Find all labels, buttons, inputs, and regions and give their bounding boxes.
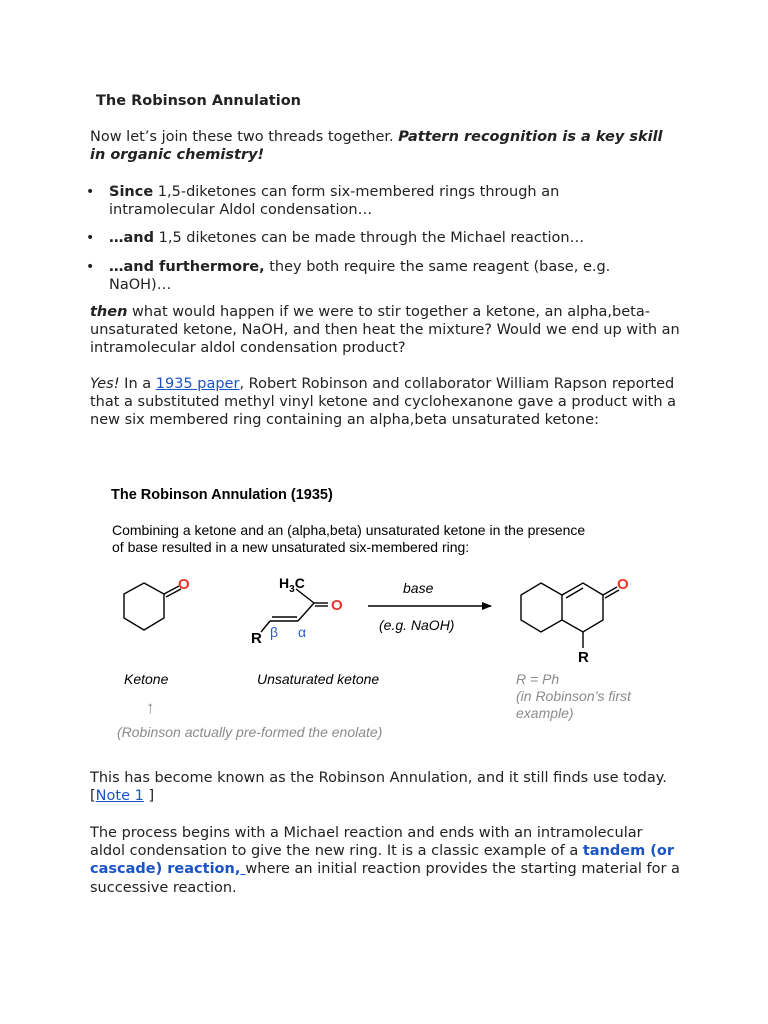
cyclohexanone-structure [124,583,181,630]
reaction-scheme [100,478,690,748]
bullet-text: they both require the same reagent (base, e.g. NaOH)… [109,258,611,293]
bullet-lead: …and [109,230,154,247]
intro-emphasis: Pattern recognition is a key skill in organic chemistry! [90,129,663,164]
product-structure [521,583,619,648]
figure-caption-line1: Combining a ketone and an (alpha,beta) unsaturated ketone in the presence [112,522,586,538]
alpha-label: α [298,624,307,640]
naming-text: This has become known as the Robinson Annulation, and it still finds use today. [ [90,770,667,805]
process-paragraph [90,824,680,897]
methyl-group-label: $H_3C$ [279,575,305,595]
bullet-lead: Since [109,184,154,200]
bullet-icon: • [86,258,95,275]
reagent-naoh-label: (e.g. NaOH) [379,617,455,633]
figure-caption-line2: of base resulted in a new unsaturated six-membered ring: [112,539,470,555]
naming-paragraph [90,769,680,805]
reagent-base-label: base [403,580,434,596]
history-text-post: , Robert Robinson and collaborator William Rapson reported that a substituted methyl vinyl ketone and cyclohexanone gave a product with a new six membered ring containing an alpha,beta unsaturated ketone: [90,376,677,429]
question-emphasis: then [90,304,128,320]
list-item [0,183,639,219]
ketone-oxygen-label: O [178,576,190,593]
bullet-text: 1,5-diketones can form six-membered rings through an intramolecular Aldol condensation… [109,184,560,219]
history-text-pre: In a [119,376,156,392]
bullet-text: 1,5 diketones can be made through the Michael reaction… [154,230,585,247]
process-text-post: where an initial reaction provides the starting material for a successive reaction. [90,861,680,896]
reaction-figure [100,478,690,748]
bullet-icon: • [86,230,95,247]
intro-text: Now let’s join these two threads together. [90,129,399,145]
first-example-note-line2: example) [516,705,574,721]
bullet-lead: …and furthermore, [109,258,265,275]
list-item [0,258,639,294]
premise-list [0,183,768,294]
paper-link[interactable]: 1935 paper [155,376,240,392]
history-emphasis: Yes! [90,376,120,392]
product-oxygen-label: O [617,576,629,593]
question-paragraph [90,303,680,358]
first-example-note-line1: (in Robinson’s first [516,688,631,704]
process-text-pre: The process begins with a Michael reaction and ends with an intramolecular aldol condensation to give the new ring. It is a classic example of a [90,825,643,860]
list-item [0,229,639,247]
unsaturated-ketone-label: Unsaturated ketone [257,671,380,687]
question-text: what would happen if we were to stir together a ketone, an alpha,beta-unsaturated ketone, NaOH, and then heat the mixture? Would we end up with an intramolecular aldol condensation product? [90,304,680,357]
note-1-link[interactable]: Note 1 [95,788,144,805]
tandem-reaction-link[interactable]: tandem (or cascade) reaction, [90,843,675,878]
bullet-icon: • [86,184,95,200]
history-paragraph [90,375,680,430]
section-title: The Robinson Annulation [96,93,301,109]
beta-label: β [270,624,279,640]
product-r-label: R [578,649,589,666]
figure-title: The Robinson Annulation (1935) [111,487,333,503]
r-equals-ph-note: R = Ph [516,671,560,687]
ketone-label: Ketone [124,671,169,687]
up-arrow-icon: ↑ [146,698,155,717]
enone-r-label: R [251,630,262,647]
intro-paragraph [90,128,680,164]
naming-close: ] [143,788,155,805]
enone-oxygen-label: O [331,597,343,614]
enolate-note: (Robinson actually pre-formed the enolate) [117,724,383,740]
